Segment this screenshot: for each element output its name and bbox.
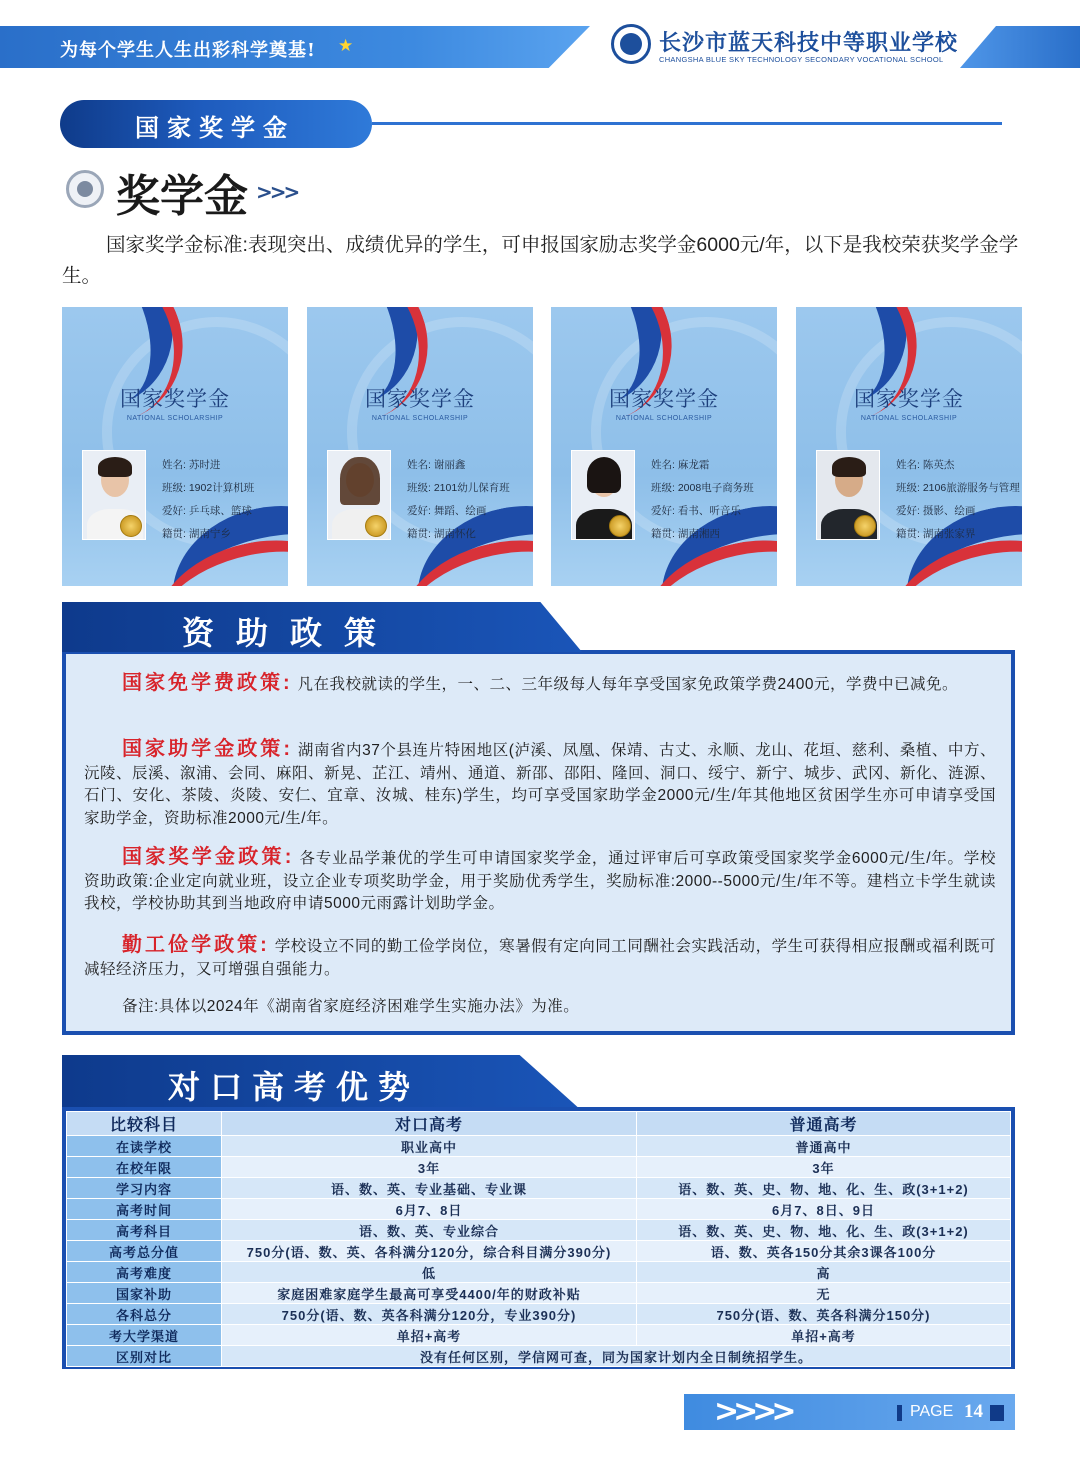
- table-cell: 无: [637, 1283, 1011, 1304]
- table-cell: 语、数、英、史、物、地、化、生、政(3+1+2): [637, 1178, 1011, 1199]
- student-class: 班级: 2101幼儿保育班: [407, 482, 510, 494]
- table-row: [67, 1136, 1011, 1157]
- table-cell: 低: [222, 1262, 637, 1283]
- medal-icon: [854, 515, 876, 537]
- table-row: [67, 1178, 1011, 1199]
- student-hometown: 籍贯: 湖南怀化: [407, 528, 476, 540]
- star-icon: ★: [338, 36, 354, 56]
- table-cell: 6月7、8日: [222, 1199, 637, 1220]
- table-cell: 750分(语、数、英各科满分150分): [637, 1304, 1011, 1325]
- table-cell: 750分(语、数、英各科满分120分，专业390分): [222, 1304, 637, 1325]
- policy-text: 学校设立不同的勤工俭学岗位，寒暑假有定向同工同酬社会实践活动，学生可获得相应报酬或福利既可减轻经济压力，又可增强自强能力。: [84, 938, 996, 978]
- table-cell: 750分(语、数、英、各科满分120分，综合科目满分390分): [222, 1241, 637, 1262]
- table-row: [67, 1325, 1011, 1346]
- student-info: [651, 454, 754, 546]
- table-row: [67, 1304, 1011, 1325]
- medal-icon: [609, 515, 631, 537]
- page-number: 14: [964, 1401, 983, 1422]
- footer-square-icon: [990, 1405, 1004, 1421]
- header-band-right: [960, 26, 1080, 68]
- table-row: [67, 1220, 1011, 1241]
- student-class: 班级: 2106旅游服务与管理: [896, 482, 1020, 494]
- policy-paragraph: [84, 934, 996, 981]
- row-label: 国家补助: [67, 1283, 222, 1304]
- table-cell: 3年: [222, 1157, 637, 1178]
- table-cell: 语、数、英、专业基础、专业课: [222, 1178, 637, 1199]
- footer-bar-icon: [897, 1405, 902, 1421]
- student-name: 姓名: 麻龙霜: [651, 459, 710, 471]
- school-logo-icon: [611, 24, 651, 64]
- table-row: [67, 1157, 1011, 1178]
- arrows-icon: >>>: [256, 180, 298, 204]
- card-subtitle: NATIONAL SCHOLARSHIP: [860, 415, 958, 422]
- school-name: 长沙市蓝天科技中等职业学校: [659, 30, 959, 55]
- table-cell: 语、数、英各150分其余3课各100分: [637, 1241, 1011, 1262]
- student-hometown: 籍贯: 湖南张家界: [896, 528, 976, 540]
- row-label: 高考科目: [67, 1220, 222, 1241]
- student-hometown: 籍贯: 湖南湘西: [651, 528, 720, 540]
- row-label: 考大学渠道: [67, 1325, 222, 1346]
- section-title: 国家奖学金: [135, 115, 295, 142]
- student-hobby: 爱好: 看书、听音乐: [651, 505, 741, 517]
- card-title: 国家奖学金: [609, 388, 719, 411]
- comparison-table: [66, 1111, 1011, 1367]
- table-cell: 单招+高考: [222, 1325, 637, 1346]
- section-divider: [372, 122, 1002, 125]
- card-title: 国家奖学金: [854, 388, 964, 411]
- row-label: 高考时间: [67, 1199, 222, 1220]
- policy-paragraph: [84, 738, 996, 830]
- row-label: 区别对比: [67, 1346, 222, 1367]
- table-cell: 普通高中: [637, 1136, 1011, 1157]
- page-label: PAGE: [910, 1403, 954, 1420]
- student-hobby: 爱好: 摄影、绘画: [896, 505, 976, 517]
- school-name-en: CHANGSHA BLUE SKY TECHNOLOGY SECONDARY VOCATIONAL SCHOOL: [659, 55, 944, 64]
- table-row: [67, 1199, 1011, 1220]
- arrows-icon: >>>>: [714, 1394, 791, 1429]
- student-name: 姓名: 谢丽鑫: [407, 459, 466, 471]
- table-cell: 单招+高考: [637, 1325, 1011, 1346]
- student-info: [407, 454, 510, 546]
- comparison-table-frame: [62, 1107, 1015, 1369]
- row-label: 在校年限: [67, 1157, 222, 1178]
- row-label: 学习内容: [67, 1178, 222, 1199]
- student-info: [162, 454, 254, 546]
- card-subtitle: NATIONAL SCHOLARSHIP: [615, 415, 713, 422]
- emblem-icon: [66, 170, 104, 208]
- medal-icon: [120, 515, 142, 537]
- row-label: 高考总分值: [67, 1241, 222, 1262]
- student-hobby: 爱好: 乒乓球、篮球: [162, 505, 252, 517]
- policy-title: 国家奖学金政策:: [122, 846, 295, 868]
- table-header: 对口高考: [222, 1112, 637, 1136]
- policy-title: 勤工俭学政策:: [122, 934, 270, 956]
- student-name: 姓名: 陈英杰: [896, 459, 955, 471]
- medal-icon: [365, 515, 387, 537]
- student-info: [896, 454, 1020, 546]
- card-title: 国家奖学金: [120, 388, 230, 411]
- policy-text: 凡在我校就读的学生，一、二、三年级每人每年享受国家免政策学费2400元，学费中已减免。: [297, 676, 958, 693]
- row-label: 在读学校: [67, 1136, 222, 1157]
- card-title: 国家奖学金: [365, 388, 475, 411]
- student-class: 班级: 1902计算机班: [162, 482, 255, 494]
- scholarship-card: [307, 307, 533, 586]
- scholarship-card: [551, 307, 777, 586]
- student-hometown: 籍贯: 湖南宁乡: [162, 528, 231, 540]
- policy-text: 各专业品学兼优的学生可申请国家奖学金，通过评审后可享政策受国家奖学金6000元/生/年。学校资助政策:企业定向就业班，设立企业专项奖助学金，用于奖励优秀学生，奖励标准:2000--5000元/生/年不等。建档立卡学生就读我校，学校协助其到当地政府申请5000元雨露计划助学金。: [84, 850, 996, 912]
- subsection-title: 奖学金: [116, 172, 248, 221]
- student-name: 姓名: 苏时进: [162, 459, 221, 471]
- table-cell: 语、数、英、专业综合: [222, 1220, 637, 1241]
- table-cell: 高: [637, 1262, 1011, 1283]
- table-cell: 3年: [637, 1157, 1011, 1178]
- table-header-row: [67, 1112, 1011, 1136]
- row-label: 各科总分: [67, 1304, 222, 1325]
- row-label: 高考难度: [67, 1262, 222, 1283]
- student-class: 班级: 2008电子商务班: [651, 482, 754, 494]
- scholarship-card: [796, 307, 1022, 586]
- table-header: 比较科目: [67, 1112, 222, 1136]
- section-title: 对口高考优势: [168, 1069, 421, 1105]
- policy-title: 国家免学费政策:: [122, 672, 293, 694]
- policy-title: 国家助学金政策:: [122, 738, 294, 760]
- intro-paragraph: 国家奖学金标准:表现突出、成绩优异的学生，可申报国家励志奖学金6000元/年，以下是我校荣获奖学金学生。: [62, 234, 1019, 287]
- scholarship-card: [62, 307, 288, 586]
- student-hobby: 爱好: 舞蹈、绘画: [407, 505, 487, 517]
- policy-text: 湖南省内37个县连片特困地区(泸溪、凤凰、保靖、古丈、永顺、龙山、花垣、慈利、桑植、中方、沅陵、辰溪、溆浦、会同、麻阳、新晃、芷江、靖州、通道、新邵、邵阳、隆回、洞口、绥宁、新宁、城步、武冈、新化、涟源、石门、安化、茶陵、炎陵、安仁、宜章、汝城、桂东)学生，均可享受国家助学金2000元/生/年其他地区贫困学生亦可申请享受国家助学金，资助标准2000元/生/年。: [84, 742, 997, 827]
- table-cell: 6月7、8日、9日: [637, 1199, 1011, 1220]
- table-cell: 家庭困难家庭学生最高可享受4400/年的财政补贴: [222, 1283, 637, 1304]
- header-slogan: 为每个学生人生出彩科学奠基!: [60, 40, 316, 61]
- policy-paragraph: [84, 672, 996, 697]
- table-cell: 语、数、英、史、物、地、化、生、政(3+1+2): [637, 1220, 1011, 1241]
- policy-note: 备注:具体以2024年《湖南省家庭经济困难学生实施办法》为准。: [122, 998, 580, 1015]
- table-row: [67, 1283, 1011, 1304]
- table-header: 普通高考: [637, 1112, 1011, 1136]
- card-subtitle: NATIONAL SCHOLARSHIP: [371, 415, 469, 422]
- table-row: [67, 1262, 1011, 1283]
- table-row: [67, 1346, 1011, 1367]
- table-row: [67, 1241, 1011, 1262]
- table-cell: 职业高中: [222, 1136, 637, 1157]
- table-cell: 没有任何区别，学信网可查，同为国家计划内全日制统招学生。: [222, 1346, 1011, 1367]
- policy-paragraph: [84, 846, 996, 916]
- section-title: 资助政策: [182, 615, 399, 651]
- card-subtitle: NATIONAL SCHOLARSHIP: [126, 415, 224, 422]
